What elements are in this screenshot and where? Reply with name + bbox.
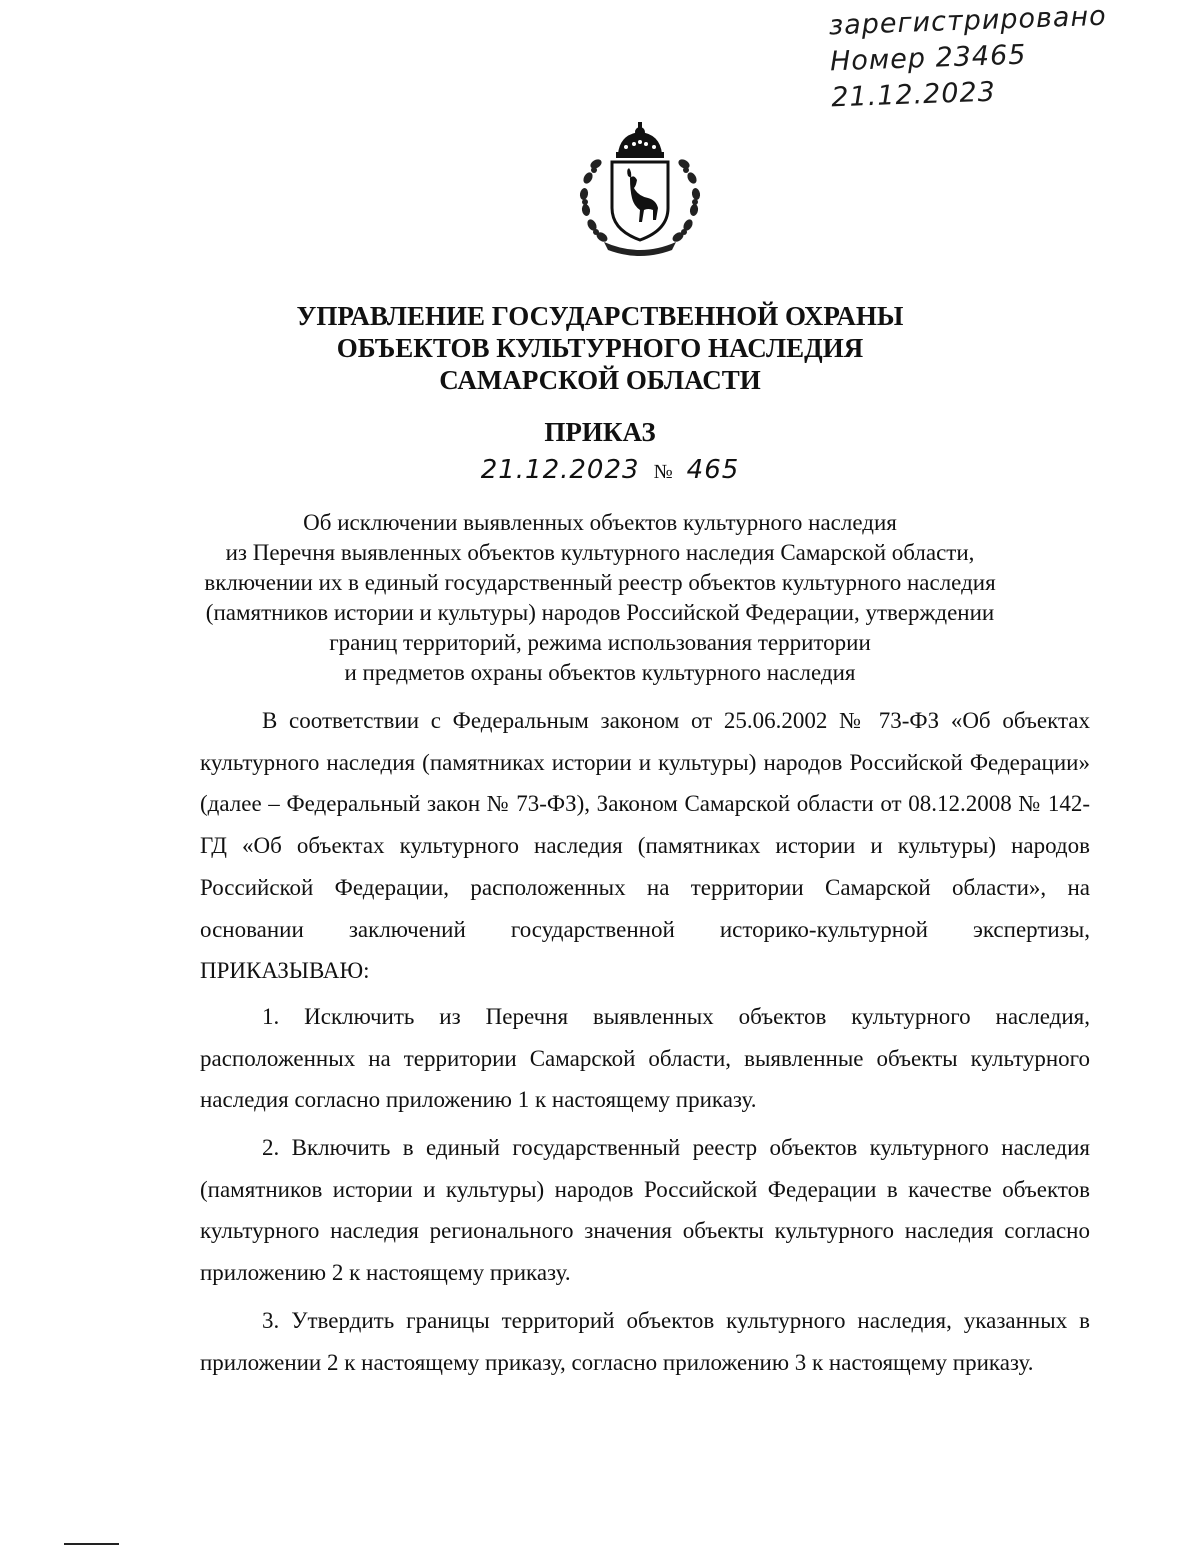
registration-note	[828, 0, 1108, 116]
number-sign: №	[653, 461, 673, 483]
agency-title-line-3: САМАРСКОЙ ОБЛАСТИ	[439, 365, 761, 395]
agency-title	[200, 300, 1000, 396]
registration-line-2: Номер 23465	[829, 39, 1027, 78]
order-subject	[160, 508, 1040, 688]
order-item-1: 1. Исключить из Перечня выявленных объектов культурного наследия, расположенных на территории Самарской области, выявленные объекты культурного наследия согласно приложению 1 к настоящему приказу.	[200, 1003, 1090, 1113]
subject-line: границ территорий, режима использования территории	[329, 630, 871, 655]
document-type: ПРИКАЗ	[544, 417, 656, 447]
order-date: 21.12.2023	[480, 455, 640, 485]
footer-divider	[64, 1543, 119, 1545]
subject-line: из Перечня выявленных объектов культурного наследия Самарской области,	[225, 540, 975, 565]
agency-title-line-2: ОБЪЕКТОВ КУЛЬТУРНОГО НАСЛЕДИЯ	[336, 333, 864, 363]
order-date-number	[420, 455, 800, 495]
subject-line: включении их в единый государственный реестр объектов культурного наследия	[204, 570, 996, 595]
order-number: 465	[686, 455, 740, 485]
subject-line: и предметов охраны объектов культурного наследия	[344, 660, 856, 685]
subject-line: (памятников истории и культуры) народов Российской Федерации, утверждении	[205, 600, 995, 625]
agency-title-line-1: УПРАВЛЕНИЕ ГОСУДАРСТВЕННОЙ ОХРАНЫ	[296, 301, 904, 331]
order-body	[200, 700, 1090, 1389]
registration-line-3: 21.12.2023	[830, 76, 997, 114]
order-item-2: 2. Включить в единый государственный реестр объектов культурного наследия (памятников истории и культуры) народов Российской Федерации в качестве объектов культурного наследия регионального значения объекты культурного наследия согласно приложению 2 к настоящему приказу.	[200, 1135, 1090, 1286]
preamble-paragraph: В соответствии с Федеральным законом от 25.06.2002 № 73-ФЗ «Об объектах культурного наследия (памятниках истории и культуры) народов Российской Федерации» (далее – Федеральный закон № 73-ФЗ), Законом Самарской области от 08.12.2008 № 142-ГД «Об объектах культурного наследия (памятниках истории и культуры) народов Российской Федерации, расположенных на территории Самарской области», на основании заключений государственной историко-культурной экспертизы, ПРИКАЗЫВАЮ:	[200, 708, 1090, 984]
samara-coat-of-arms-icon	[574, 120, 706, 260]
subject-line: Об исключении выявленных объектов культурного наследия	[303, 510, 897, 535]
order-item-3: 3. Утвердить границы территорий объектов культурного наследия, указанных в приложении 2 к настоящему приказу, согласно приложению 3 к настоящему приказу.	[200, 1307, 1090, 1375]
registration-line-1: зарегистрировано	[828, 0, 1108, 42]
